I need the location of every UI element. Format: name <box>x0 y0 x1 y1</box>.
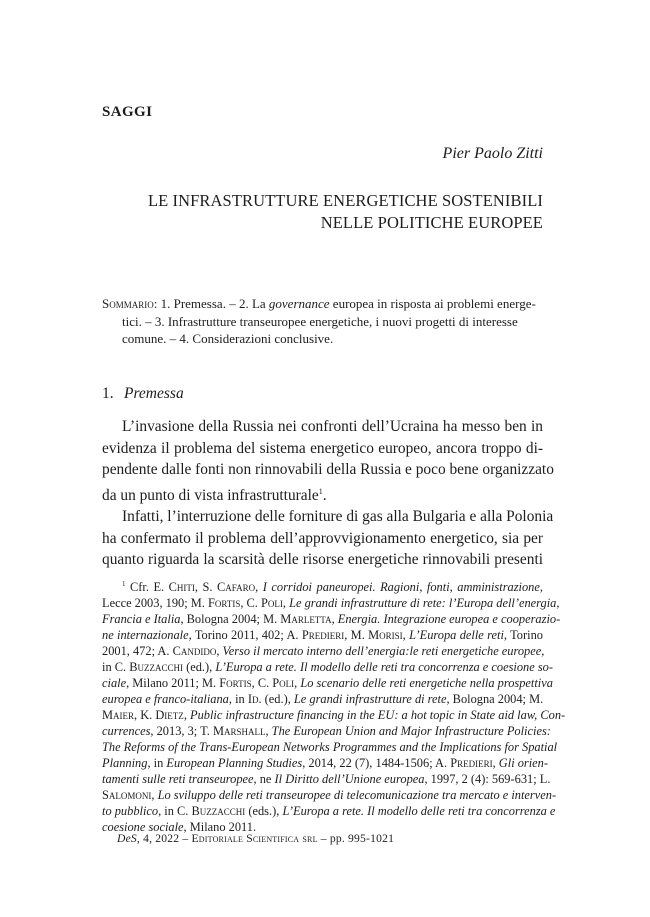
summary-text-italic: governance <box>268 296 330 311</box>
footnote-line: in C. Buzzacchi (ed.), L’Europa a rete. Il modello delle reti tra concorrenza e coesione so- <box>102 660 553 674</box>
journal-name: DeS <box>117 832 137 845</box>
footnote-line: ne internazionale, Torino 2011, 402; A. Predieri, M. Morisi, L’Europa delle reti, Torino <box>102 628 543 642</box>
summary-line: comune. – 4. Considerazioni conclusive. <box>122 331 334 346</box>
body-line: Infatti, l’interruzione delle forniture di gas alla Bulgaria e alla Polonia <box>122 508 554 525</box>
body-text-span: da un punto di vista infrastrutturale <box>102 486 319 504</box>
footnote-line: 2001, 472; A. Candido, Verso il mercato interno dell’energia:le reti energetiche europee, <box>102 644 545 658</box>
body-line: ha confermato il problema dell’approvvigionamento energetico, sia per <box>102 529 543 547</box>
footer-text: , 4, 2022 – <box>136 832 192 845</box>
footnote-line: Salomoni, Lo sviluppo delle reti transeuropee di telecomunicazione tra mercato e interven- <box>102 788 557 802</box>
footnote-line: Maier, K. Dietz, Public infrastructure financing in the EU: a hot topic in State aid law, Con- <box>102 708 566 722</box>
publisher-name: Editoriale Scientifica srl <box>191 832 318 845</box>
body-text <box>102 416 554 571</box>
footnote-line: europea e franco-italiana, in Id. (ed.), Le grandi infrastrutture di rete, Bologna 2004; M. <box>102 692 544 706</box>
section-tag: SAGGI <box>102 104 153 120</box>
author-name: Pier Paolo Zitti <box>442 145 543 162</box>
title-line: NELLE POLITICHE EUROPEE <box>320 213 543 232</box>
summary-text: : 1. Premessa. – 2. La <box>153 296 269 311</box>
footnote-line: $^1$ Cfr. E. Chiti, S. Cafaro, I corridoi paneuropei. Ragioni, fonti, amministrazione, <box>122 580 543 594</box>
summary-label: Sommario <box>102 296 154 311</box>
footnotes <box>102 576 566 835</box>
section-heading <box>102 385 184 403</box>
footnote-line: Lecce 2003, 190; M. Fortis, C. Poli, Le grandi infrastrutture di rete: l’Europa dell’energia, <box>102 596 560 610</box>
footnote-line: The Reforms of the Trans-European Networks Programmes and the Implications for Spatial <box>102 740 558 754</box>
body-line: evidenza il problema del sistema energetico europeo, ancora troppo di- <box>102 439 543 457</box>
footnote-line: currences, 2013, 3; T. Marshall, The European Union and Major Infrastructure Policies: <box>102 724 551 738</box>
section-title: Premessa <box>124 385 184 402</box>
body-line: da un punto di vista infrastrutturale$^1$. <box>102 486 327 504</box>
body-line: quanto riguarda la scarsità delle risorse energetiche rinnovabili presenti <box>102 551 543 568</box>
footnote-line: to pubblico, in C. Buzzacchi (eds.), L’Europa a rete. Il modello delle reti tra concorrenza e <box>102 804 556 818</box>
footnote-line: coesione sociale, Milano 2011. <box>102 820 257 834</box>
title-line: LE INFRASTRUTTURE ENERGETICHE SOSTENIBILI <box>147 191 543 210</box>
body-line: pendente dalle fonti non rinnovabili della Russia e poco bene organizzato <box>102 461 554 478</box>
summary-text: europea in risposta ai problemi energe- <box>329 296 536 311</box>
summary-line: tici. – 3. Infrastrutture transeuropee energetiche, i nuovi progetti di interesse <box>122 313 518 329</box>
footnote-reference[interactable]: 1 <box>318 486 323 496</box>
page-footer <box>117 832 394 845</box>
footnote-line: tamenti sulle reti transeuropee, ne Il Diritto dell’Unione europea, 1997, 2 (4): 569-631; L. <box>102 772 551 786</box>
footnote-line: Francia e Italia, Bologna 2004; M. Marletta, Energia. Integrazione europea e cooperazio- <box>102 612 561 626</box>
footnote-line: Planning, in European Planning Studies, 2014, 22 (7), 1484-1506; A. Predieri, Gli orien- <box>102 756 549 770</box>
footer-pages: – pp. 995-1021 <box>317 832 395 845</box>
article-title <box>102 190 543 234</box>
summary-line <box>102 295 543 313</box>
footnote-marker: 1 <box>122 580 126 588</box>
summary <box>102 295 543 348</box>
footnote-line: ciale, Milano 2011; M. Fortis, C. Poli, Lo scenario delle reti energetiche nella prospettiva <box>102 676 553 690</box>
body-line: L’invasione della Russia nei confronti dell’Ucraina ha messo ben in <box>122 418 543 435</box>
section-number: 1. <box>102 385 114 402</box>
